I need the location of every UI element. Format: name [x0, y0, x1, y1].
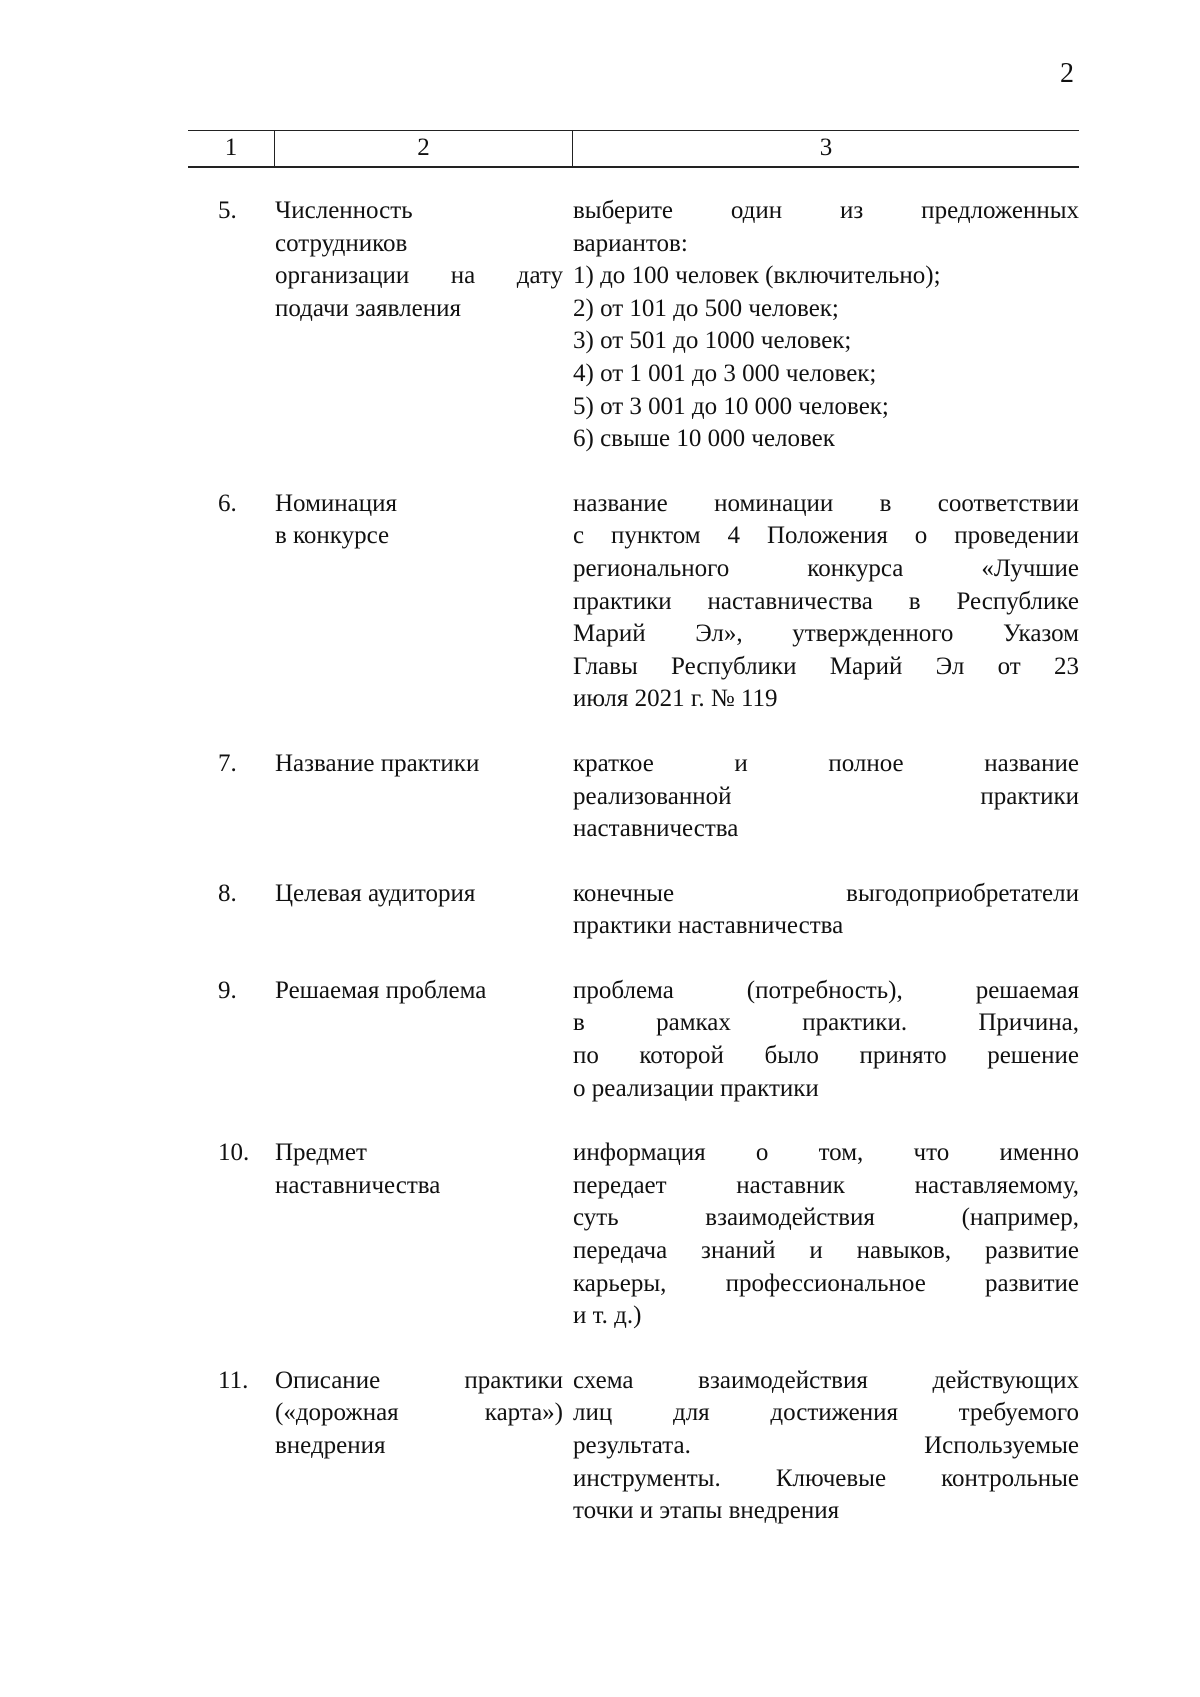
row-number: 7.	[218, 749, 237, 777]
field-description-line: наставничества	[573, 815, 739, 843]
field-description-line: вариантов:	[573, 229, 688, 257]
field-description-line: 6) свыше 10 000 человек	[573, 425, 835, 453]
field-description-line: 4) от 1 001 до 3 000 человек;	[573, 359, 877, 387]
field-description-line: лиц для достижения требуемого	[573, 1399, 1079, 1427]
field-description-line: краткое и полное название	[573, 749, 1079, 777]
field-name-line: Предмет	[275, 1139, 367, 1167]
field-description-line: карьеры, профессиональное развитие	[573, 1269, 1079, 1297]
row-field-description	[573, 488, 1079, 716]
row-number: 9.	[218, 976, 237, 1004]
table-body	[188, 195, 1079, 1528]
row-field-description	[573, 1365, 1079, 1528]
field-name-line: («дорожная карта»)	[275, 1399, 563, 1427]
row-field-name	[275, 1365, 573, 1528]
row-field-description	[573, 195, 1079, 456]
table-row	[188, 195, 1079, 456]
field-description-line: конечные выгодоприобретатели	[573, 879, 1079, 907]
field-description-line: реализованной практики	[573, 782, 1079, 810]
row-field-name	[275, 748, 573, 846]
row-number: 11.	[218, 1366, 249, 1394]
field-description-line: выберите один из предложенных	[573, 197, 1079, 224]
field-description-line: суть взаимодействия (например,	[573, 1204, 1079, 1232]
row-number: 10.	[218, 1139, 250, 1167]
field-description-line: регионального конкурса «Лучшие	[573, 554, 1079, 582]
field-description-line: июля 2021 г. № 119	[573, 685, 778, 713]
header-col-2: 2	[275, 131, 573, 166]
field-description-line: о реализации практики	[573, 1074, 819, 1102]
field-name-line: организации на дату	[275, 262, 563, 290]
field-name-line: Решаемая проблема	[275, 976, 487, 1004]
field-description-line: результата. Используемые	[573, 1432, 1079, 1459]
table-row	[188, 1365, 1079, 1528]
field-description-line: практики наставничества	[573, 912, 844, 940]
page-number: 2	[1060, 58, 1074, 89]
header-col-1: 1	[188, 131, 275, 166]
field-description-line: 3) от 501 до 1000 человек;	[573, 327, 852, 355]
field-description-line: практики наставничества в Республике	[573, 587, 1079, 615]
field-description-line: проблема (потребность), решаемая	[573, 976, 1079, 1004]
field-name-line: Целевая аудитория	[275, 879, 476, 907]
row-field-name	[275, 488, 573, 716]
table-header	[188, 130, 1079, 168]
field-name-line: наставничества	[275, 1171, 441, 1199]
row-number: 5.	[218, 197, 237, 224]
header-col-3: 3	[819, 134, 833, 161]
field-description-line: информация о том, что именно	[573, 1139, 1079, 1167]
field-description-line: 1) до 100 человек (включительно);	[573, 262, 941, 290]
table-row	[188, 975, 1079, 1105]
field-description-line: 5) от 3 001 до 10 000 человек;	[573, 392, 889, 420]
field-name-line: Номинация	[275, 489, 398, 517]
row-field-name	[275, 975, 573, 1105]
field-description-line: и т. д.)	[573, 1302, 642, 1330]
field-name-line: сотрудников	[275, 229, 408, 257]
field-name-line: подачи заявления	[275, 294, 461, 322]
field-description-line: название номинации в соответствии	[573, 489, 1079, 517]
table-row	[188, 748, 1079, 846]
field-description-line: 2) от 101 до 500 человек;	[573, 294, 839, 322]
field-description-line: точки и этапы внедрения	[573, 1497, 840, 1525]
field-description-line: с пунктом 4 Положения о проведении	[573, 522, 1079, 550]
field-name-line: Описание практики	[275, 1366, 563, 1394]
row-number: 6.	[218, 489, 237, 517]
table-row	[188, 878, 1079, 943]
field-description-line: Главы Республики Марий Эл от 23	[573, 652, 1079, 680]
field-description-line: схема взаимодействия действующих	[573, 1366, 1079, 1394]
row-number: 8.	[218, 879, 237, 907]
table-row	[188, 1137, 1079, 1333]
table-row	[188, 488, 1079, 716]
row-field-description	[573, 878, 1079, 943]
row-field-name	[275, 878, 573, 943]
field-description-line: инструменты. Ключевые контрольные	[573, 1464, 1079, 1492]
field-name-line: Численность	[275, 197, 413, 224]
field-name-line: Название практики	[275, 749, 480, 777]
field-description-line: передает наставник наставляемому,	[573, 1171, 1079, 1199]
field-name-line: в конкурсе	[275, 522, 390, 550]
field-description-line: Марий Эл», утвержденного Указом	[573, 620, 1079, 648]
row-field-description	[573, 748, 1079, 846]
row-field-description	[573, 975, 1079, 1105]
row-field-name	[275, 195, 573, 456]
row-field-description	[573, 1137, 1079, 1333]
row-field-name	[275, 1137, 573, 1333]
field-description-line: передача знаний и навыков, развитие	[573, 1237, 1079, 1265]
field-name-line: внедрения	[275, 1432, 386, 1459]
field-description-line: по которой было принято решение	[573, 1042, 1079, 1070]
field-description-line: в рамках практики. Причина,	[573, 1009, 1079, 1037]
